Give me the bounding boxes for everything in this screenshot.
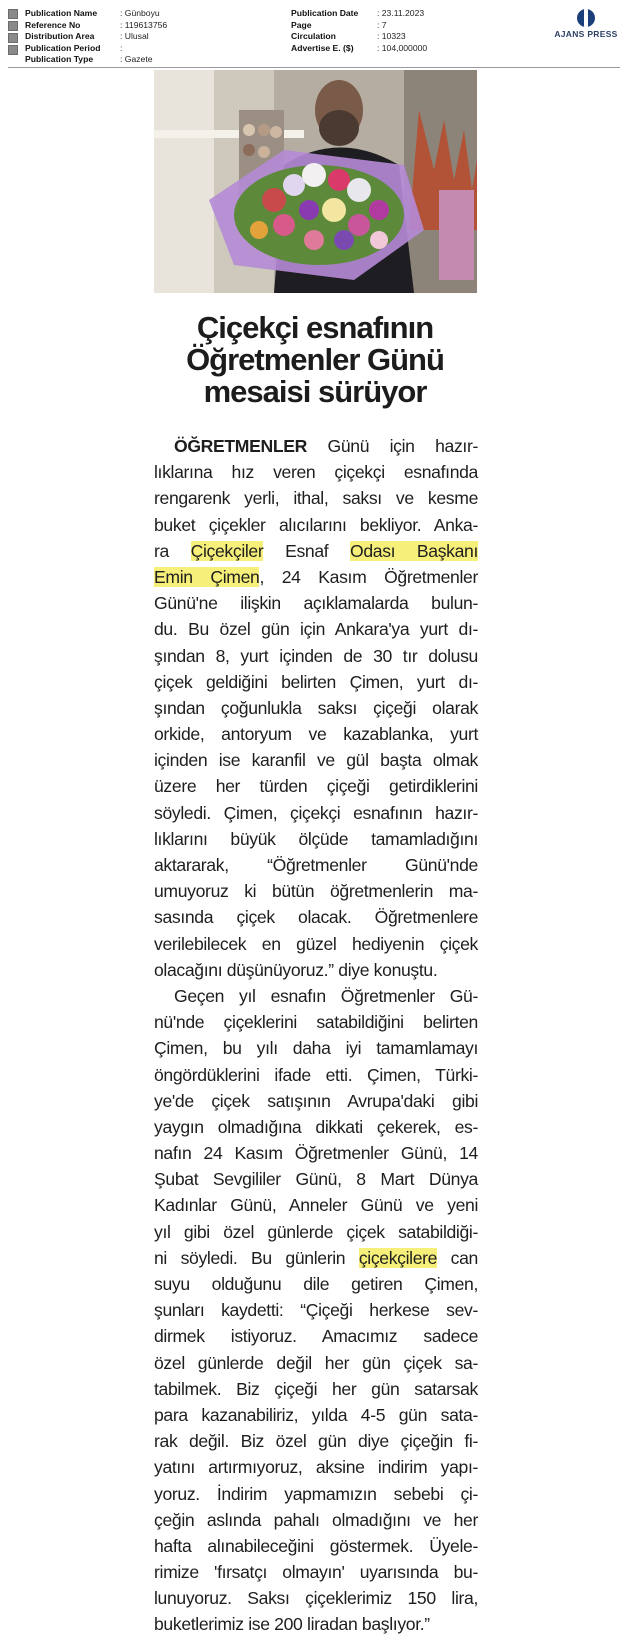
body-line: tabilmek. Biz çiçeği her gün satarsak xyxy=(154,1378,478,1399)
body-line: rimize 'fırsatçı olmayın' uyarısında bu- xyxy=(154,1562,478,1583)
body-line: içinden ise karanfil ve gül başta olmak xyxy=(154,750,478,771)
meta-row xyxy=(291,31,427,43)
body-line: nafın 24 Kasım Öğretmenler Günü, 14 xyxy=(154,1143,478,1164)
body-line: Şubat Sevgililer Günü, 8 Mart Dünya xyxy=(154,1169,478,1190)
body-line: verilebilecek en güzel hediyenin çiçek xyxy=(154,933,478,954)
lead-word: ÖĞRETMENLER xyxy=(174,436,307,456)
body-line: şından 8, yurt içinden de 30 tır dolusu xyxy=(154,645,478,666)
body-line: dirmek istiyoruz. Amacımız sadece xyxy=(154,1326,478,1347)
meta-label: Publication Period xyxy=(25,42,101,53)
florist-photo-illustration xyxy=(154,70,477,293)
meta-label: Distribution Area xyxy=(25,31,95,42)
body-line xyxy=(154,433,478,459)
body-line: hafta alınabileceğini göstermek. Üyele- xyxy=(154,1535,478,1556)
publication-metadata xyxy=(8,6,628,68)
meta-label: Publication Type xyxy=(25,54,94,65)
meta-row xyxy=(291,20,427,32)
highlighted-text: Çiçekçiler xyxy=(190,540,264,561)
body-line: Çimen, bu yılı daha iyi tamamlamayı xyxy=(154,1038,478,1059)
meta-row xyxy=(25,43,167,55)
body-line xyxy=(154,564,478,590)
body-line xyxy=(154,538,478,564)
meta-value: : 7 xyxy=(377,19,387,30)
body-line: olacağını düşünüyoruz.” diye konuştu. xyxy=(154,959,438,980)
article-body xyxy=(154,433,478,1638)
meta-row xyxy=(25,54,167,66)
highlighted-text: Odası Başkanı xyxy=(350,540,478,561)
body-line: rengarenk yerli, ithal, saksı ve kesme xyxy=(154,488,478,509)
body-line: lıklarına hız veren çiçekçi esnafında xyxy=(154,462,478,483)
headline-line: Çiçekçi esnafının xyxy=(196,310,434,345)
body-line: lunuyoruz. Saksı çiçeklerimiz 150 lira, xyxy=(154,1588,478,1609)
body-line: söyledi. Çimen, çiçekçi esnafının hazır- xyxy=(154,802,478,823)
body-text: Esnaf xyxy=(263,540,350,561)
meta-value: : Ulusal xyxy=(120,31,149,42)
body-line: ye'de çiçek satışının Avrupa'daki gibi xyxy=(154,1090,478,1111)
body-line: üzere her türden çiçeği getirdiklerini xyxy=(154,776,478,797)
body-line: rak değil. Biz özel gün diye çiçeğin fi- xyxy=(154,1431,478,1452)
metadata-left-column xyxy=(25,8,167,66)
body-text: Günü için hazır- xyxy=(307,436,478,456)
article-photo-florist-with-bouquet xyxy=(154,70,477,293)
body-line: şunları kaydetti: “Çiçeği herkese sev- xyxy=(154,1300,478,1321)
body-line: çeğin aslında pahalı olmadığını ve her xyxy=(154,1509,478,1530)
meta-row xyxy=(291,8,427,20)
body-line: Geçen yıl esnafın Öğretmenler Gü- xyxy=(174,985,478,1006)
highlighted-text: Emin Çimen xyxy=(154,566,260,587)
body-text: ra xyxy=(154,540,191,561)
body-line: yatını artırmıyoruz, aksine indirim yapı- xyxy=(154,1457,478,1478)
body-line: çiçek geldiğini belirten Çimen, yurt dı- xyxy=(154,671,478,692)
body-line: suyu olduğunu dile getiren Çimen, xyxy=(154,1274,478,1294)
ajans-press-logo xyxy=(540,9,632,39)
meta-value: : 23.11.2023 xyxy=(377,8,425,18)
body-text: ni söyledi. Bu günlerin xyxy=(154,1247,359,1268)
body-line xyxy=(154,1245,478,1271)
body-line: du. Bu özel gün için Ankara'ya yurt dı- xyxy=(154,619,478,640)
body-line: Kadınlar Günü, Anneler Günü ve yeni xyxy=(154,1195,478,1216)
body-line: nü'nde çiçeklerini satabildiğini belirten xyxy=(154,1012,478,1033)
body-line: sasında çiçek olacak. Öğretmenlere xyxy=(154,907,478,928)
document-icon xyxy=(8,9,20,65)
body-text: , 24 Kasım Öğretmenler xyxy=(259,566,478,587)
header-divider xyxy=(8,67,620,68)
body-line: yoruz. İndirim yapmamızın sebebi çi- xyxy=(154,1483,478,1504)
body-line: yaygın olmadığına dikkati çekerek, es- xyxy=(154,1116,478,1137)
meta-value: : Günboyu xyxy=(120,8,160,18)
body-line: özel günlerde değil her gün çiçek sa- xyxy=(154,1352,478,1373)
meta-row xyxy=(291,43,427,55)
body-line: şından çoğunlukla saksı çiçeği olarak xyxy=(154,697,478,718)
headline-line: mesaisi sürüyor xyxy=(203,374,427,409)
highlighted-text: çiçekçilere xyxy=(358,1247,438,1268)
body-line: yıl gibi özel günlerde çiçek satabildiği- xyxy=(154,1221,478,1242)
body-line: buket çiçekler alıcılarını bekliyor. Anka- xyxy=(154,514,478,535)
meta-value: : Gazete xyxy=(120,54,153,65)
body-line: Günü'ne ilişkin açıklamalarda bulun- xyxy=(154,593,478,614)
meta-row xyxy=(25,8,167,20)
ajans-press-logo-icon xyxy=(577,9,595,27)
body-text: can xyxy=(437,1247,478,1268)
ajans-press-logo-text: AJANS PRESS xyxy=(554,29,618,39)
meta-row xyxy=(25,20,167,32)
meta-row xyxy=(25,31,167,43)
meta-label: Advertise E. ($) xyxy=(291,42,354,53)
body-line: lıklarını büyük ölçüde tamamladığını xyxy=(154,828,478,849)
meta-label: Reference No xyxy=(25,19,81,30)
meta-label: Page xyxy=(291,19,312,30)
body-line: orkide, antoryum ve kazablanka, yurt xyxy=(154,724,478,745)
body-line: buketlerimiz ise 200 liradan başlıyor.” xyxy=(154,1614,430,1635)
meta-value: : 10323 xyxy=(377,31,406,42)
metadata-right-column xyxy=(291,8,427,54)
headline-line: Öğretmenler Günü xyxy=(186,342,444,377)
meta-label: Circulation xyxy=(291,31,336,42)
meta-label: Publication Date xyxy=(291,8,359,18)
body-line: umuyoruz ki bütün öğretmenlerin ma- xyxy=(154,881,478,902)
body-line: aktararak, “Öğretmenler Günü'nde xyxy=(154,855,478,875)
meta-value: : xyxy=(120,42,123,53)
body-line: para kazanabiliriz, yılda 4-5 gün sata- xyxy=(154,1404,478,1425)
meta-label: Publication Name xyxy=(25,8,98,18)
meta-value: : 119613756 xyxy=(120,19,168,30)
body-line: öngördüklerini ifade etti. Çimen, Türki- xyxy=(154,1064,478,1085)
meta-value: : 104,000000 xyxy=(377,42,428,53)
article-headline xyxy=(150,312,480,408)
